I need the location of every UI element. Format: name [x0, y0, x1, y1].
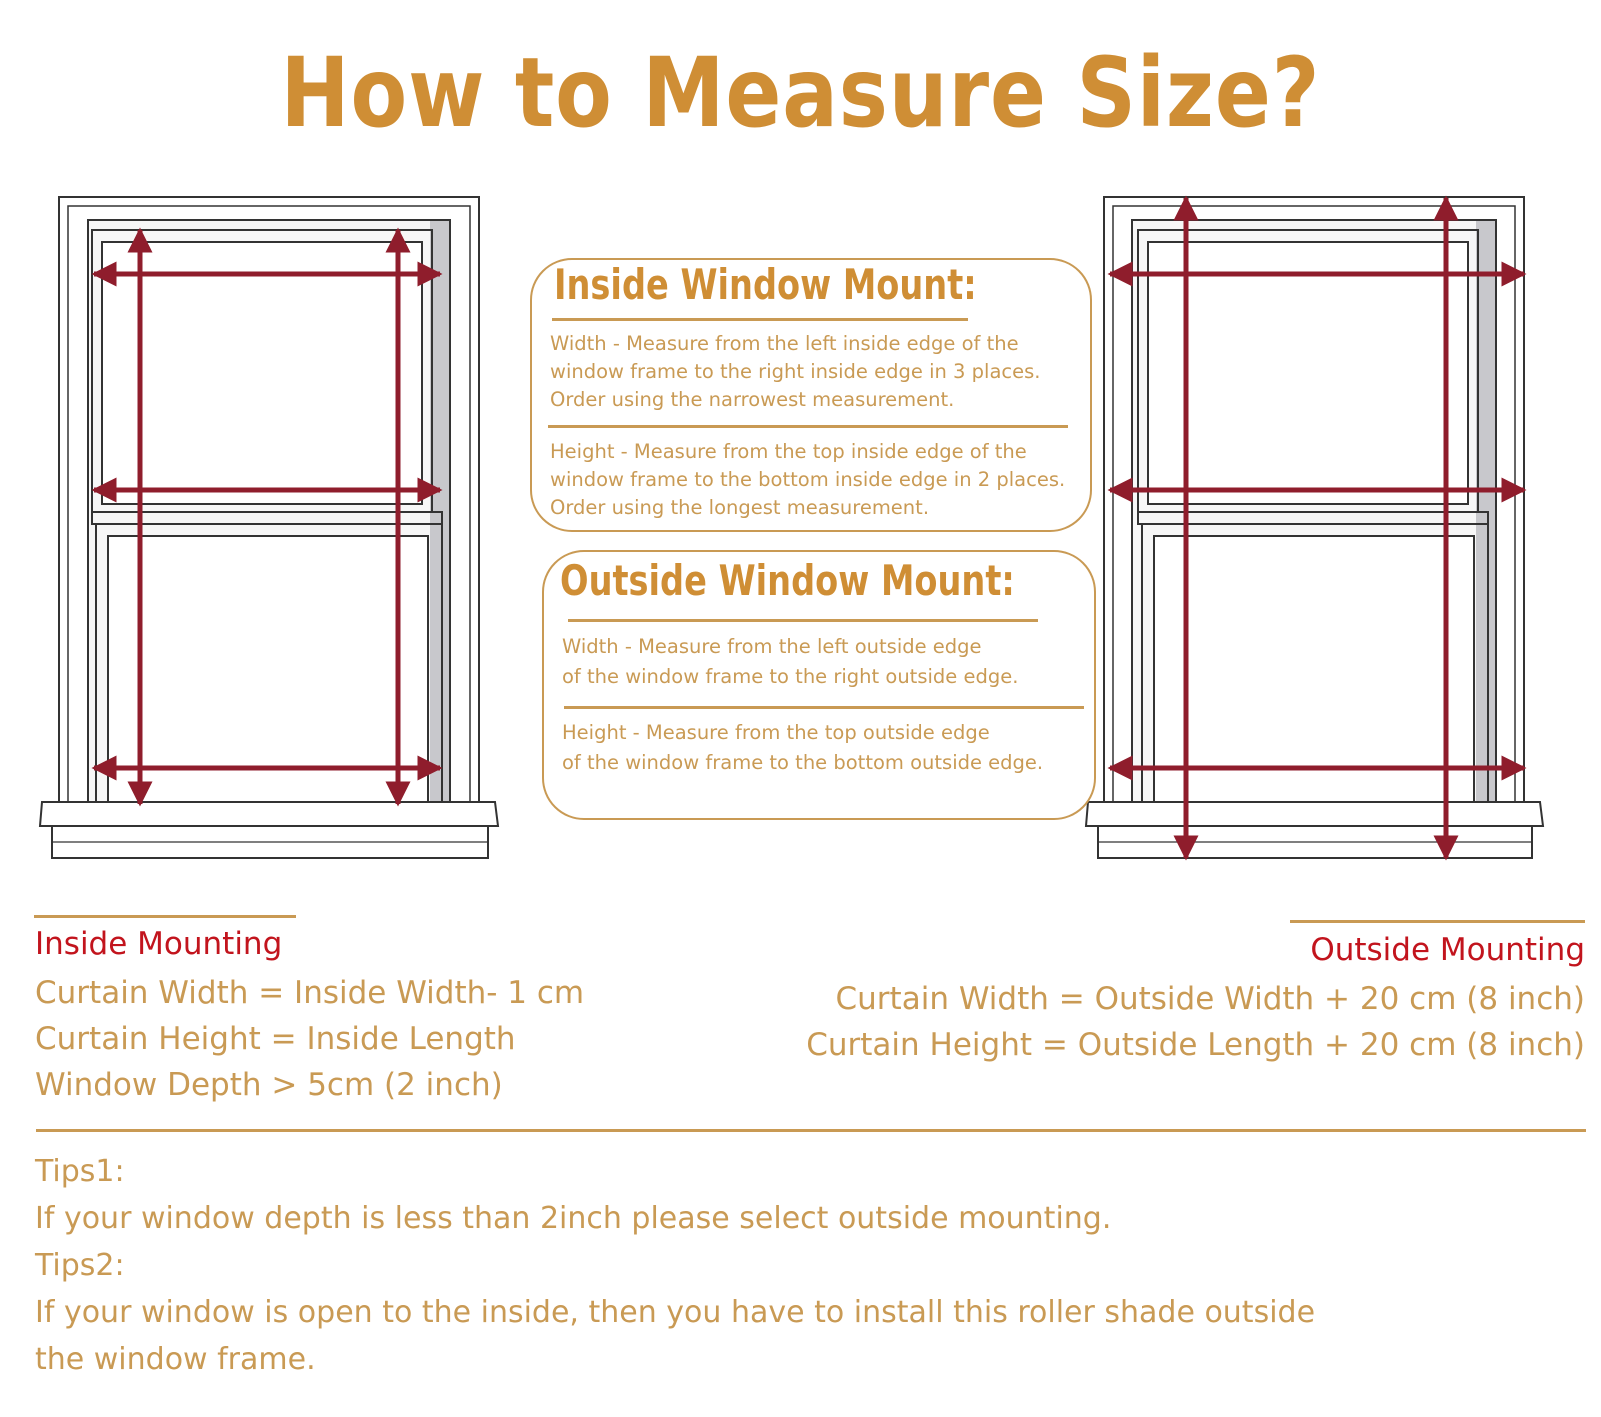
outside-height-text: Height - Measure from the top outside edge of the window frame to the bottom outside edge. [562, 721, 1044, 774]
inside-mounting-rule [34, 915, 296, 918]
tip2-text: If your window is open to the inside, then you have to install this roller shade outside [35, 1295, 1316, 1330]
inside-title-underline [552, 318, 968, 321]
inside-mount-window-diagram [30, 190, 510, 870]
outside-mounting-rule [1290, 920, 1585, 923]
tip1-heading: Tips1: [35, 1154, 125, 1189]
inside-mounting-heading: Inside Mounting [35, 926, 283, 962]
outside-window-mount-title: Outside Window Mount: [560, 556, 1015, 605]
tip2-heading: Tips2: [35, 1248, 125, 1283]
window-frame [40, 197, 498, 858]
inside-window-mount-title: Inside Window Mount: [554, 260, 977, 309]
tip2-text-continued: the window frame. [35, 1342, 316, 1377]
outside-title-underline [568, 619, 1038, 622]
inside-divider [548, 425, 1068, 428]
outside-mounting-heading: Outside Mounting [1310, 932, 1585, 968]
inside-formula-2: Curtain Height = Inside Length [35, 1021, 516, 1057]
window-frame [1086, 197, 1543, 858]
outside-divider [564, 706, 1084, 709]
tips-separator [36, 1129, 1586, 1132]
inside-formula-3: Window Depth > 5cm (2 inch) [35, 1067, 503, 1103]
outside-width-text: Width - Measure from the left outside edge of the window frame to the right outside edge. [562, 635, 1019, 688]
tip1-text: If your window depth is less than 2inch please select outside mounting. [35, 1201, 1112, 1236]
inside-width-text: Width - Measure from the left inside edge of the window frame to the right inside edge in 3 places. Order using the narrowest measurement. [550, 332, 1041, 411]
inside-formula-1: Curtain Width = Inside Width- 1 cm [35, 975, 585, 1011]
outside-mount-window-diagram [1080, 190, 1550, 870]
page-title: How to Measure Size? [280, 37, 1321, 149]
outside-formula-2: Curtain Height = Outside Length + 20 cm (8 inch) [806, 1027, 1585, 1063]
inside-height-text: Height - Measure from the top inside edge of the window frame to the bottom inside edge in 2 places. Order using the longest measurement. [550, 440, 1066, 519]
outside-formula-1: Curtain Width = Outside Width + 20 cm (8 inch) [835, 981, 1585, 1017]
